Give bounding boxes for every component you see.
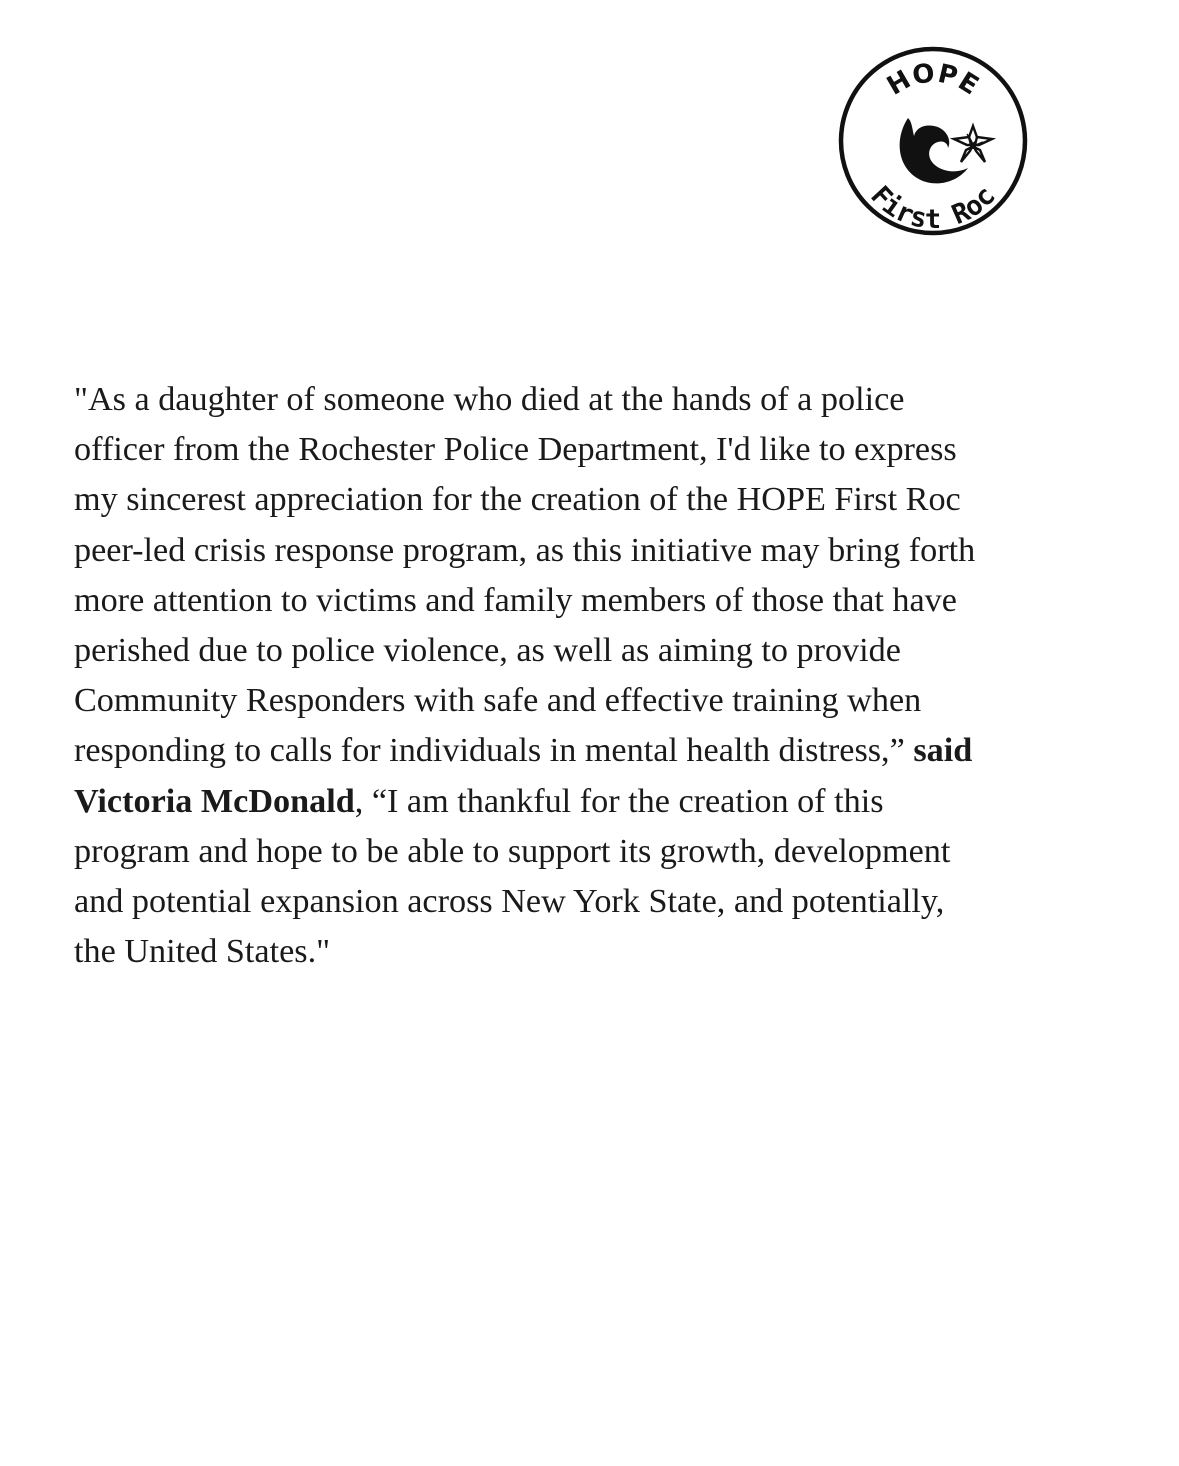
said-label: said	[913, 732, 973, 770]
hope-first-roc-logo	[836, 44, 1030, 238]
quote-line-9-text: , “I am thankful for the creation of this	[354, 782, 884, 820]
quote-line-7: Community Responders with safe and effective training when	[74, 682, 922, 720]
quote-line-1: "As a daughter of someone who died at the hands of a police	[74, 381, 905, 418]
quote-line-8-text: responding to calls for individuals in mental health distress,”	[74, 732, 914, 770]
logo-top-text: HOPE	[882, 58, 985, 102]
quote-line-6: perished due to police violence, as well as aiming to provide	[74, 632, 901, 670]
quote-line-2: officer from the Rochester Police Department, I'd like to express	[74, 431, 957, 469]
logo-bottom-text: First Roc	[864, 180, 1002, 236]
speaker-name: Victoria McDonald	[74, 782, 355, 820]
quote-paragraph	[74, 375, 1104, 977]
quote-line-5: more attention to victims and family members of those that have	[74, 581, 957, 619]
quote-line-3: my sincerest appreciation for the creation of the HOPE First Roc	[74, 481, 961, 519]
quote-line-8	[74, 726, 1104, 776]
quote-line-4: peer-led crisis response program, as this initiative may bring forth	[74, 531, 976, 569]
quote-line-9	[74, 777, 1104, 827]
quote-line-11: and potential expansion across New York State, and potentially,	[74, 883, 945, 921]
quote-line-10: program and hope to be able to support its growth, development	[74, 832, 951, 870]
quote-line-12: the United States."	[74, 933, 331, 971]
